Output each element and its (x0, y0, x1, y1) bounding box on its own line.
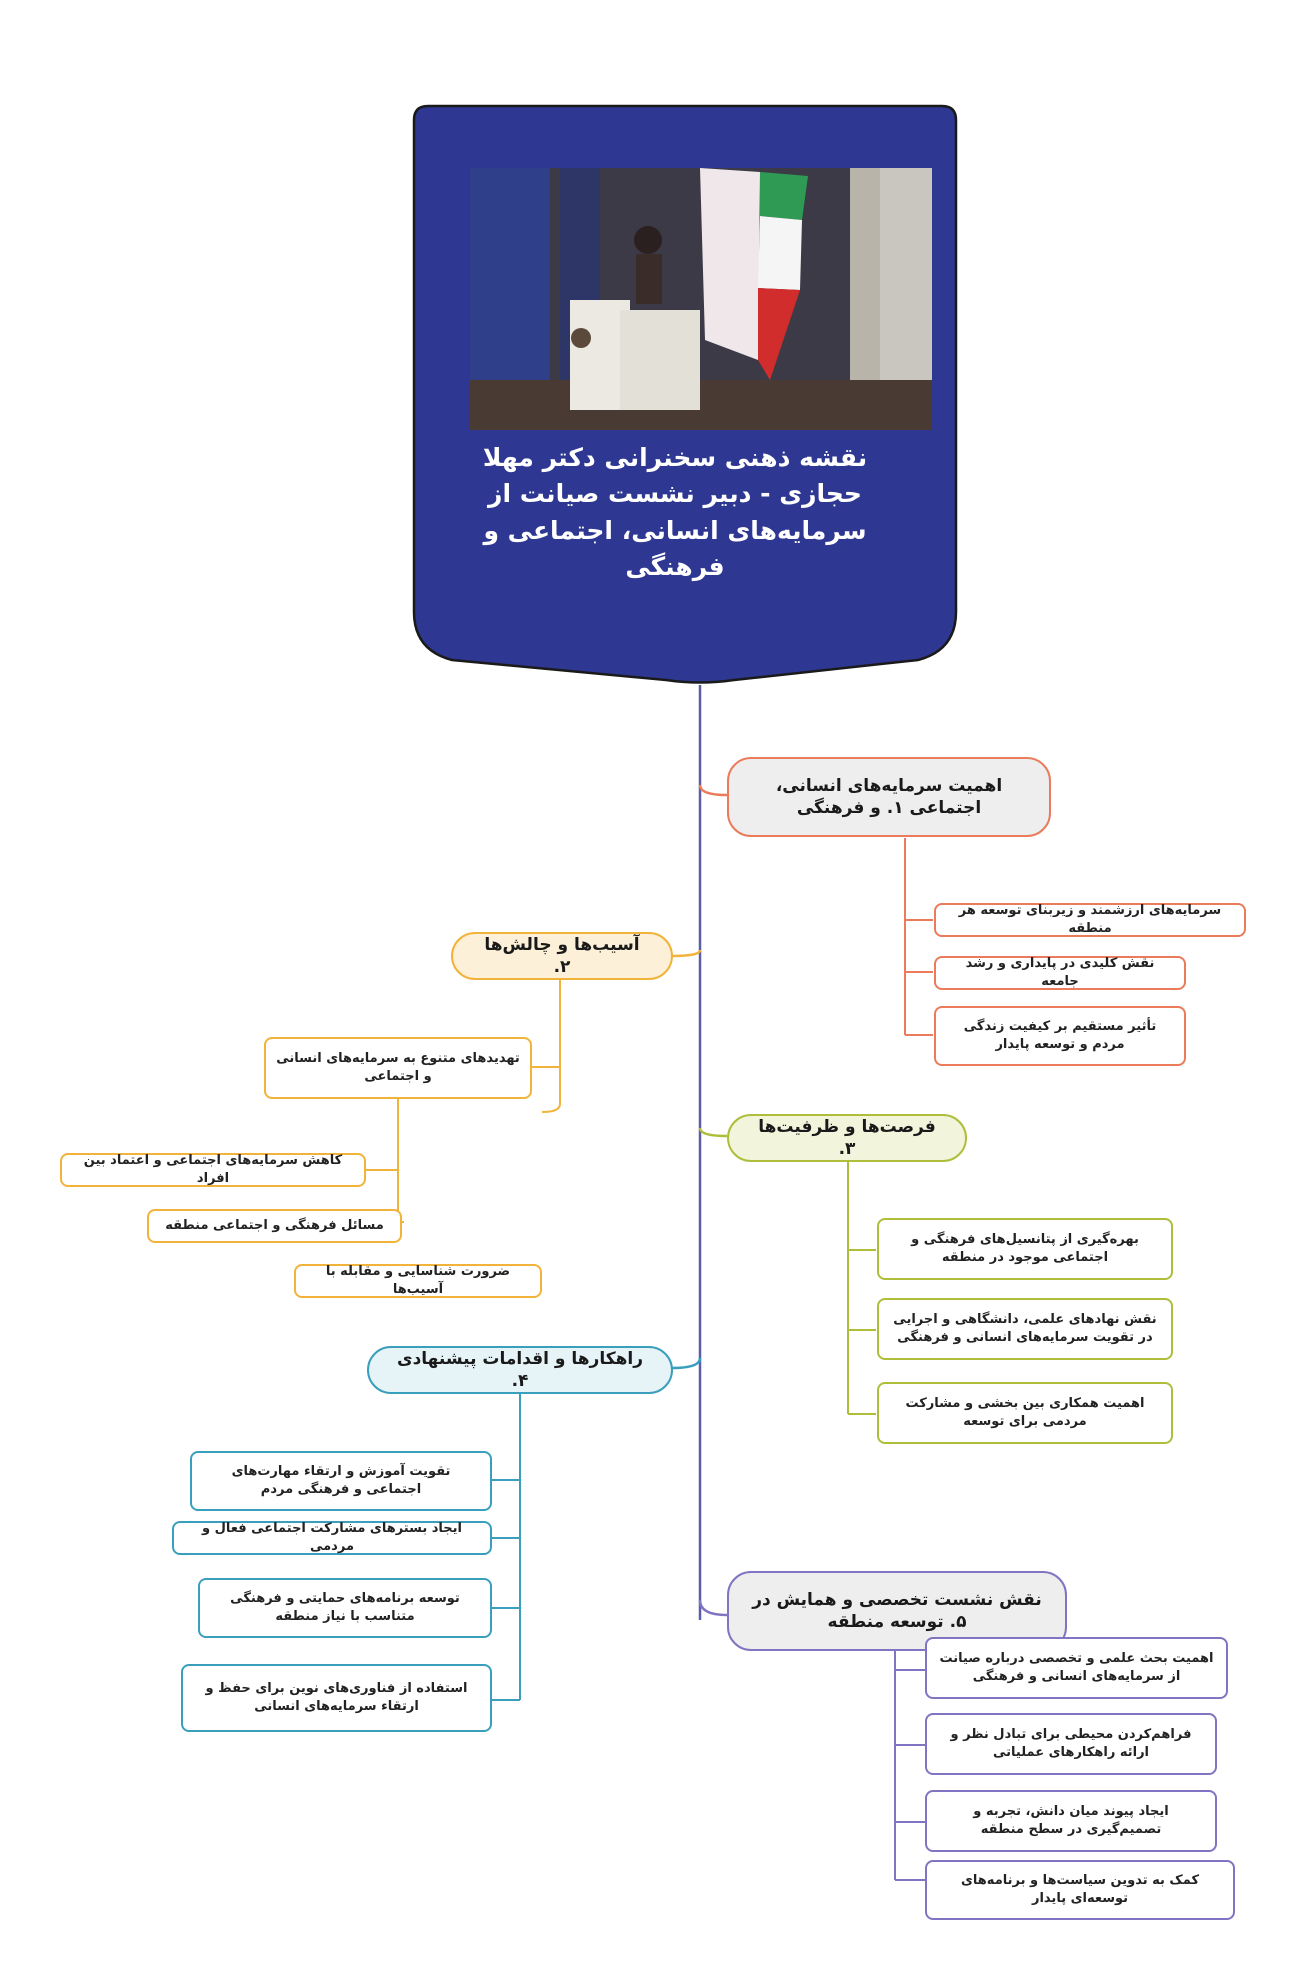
branch-2-subitem-1[interactable]: کاهش سرمایه‌های اجتماعی و اعتماد بین افراد (60, 1153, 366, 1187)
connector-branch-5 (700, 1600, 727, 1615)
branch-2-title: آسیب‌ها و چالش‌ها ۲. (484, 934, 640, 977)
central-title: نقشه ذهنی سخنرانی دکتر مهلا حجازی - دبیر نشست صیانت از سرمایه‌های انسانی، اجتماعی و فرهنگی (482, 443, 868, 581)
branch-4-title: راهکارها و اقدامات پیشنهادی ۴. (396, 1348, 644, 1391)
branch-2-item-1[interactable]: تهدیدهای متنوع به سرمایه‌های انسانی و اجتماعی (264, 1037, 532, 1099)
connector-branch-3 (700, 1128, 727, 1136)
branch-5-item-3[interactable]: ایجاد پیوند میان دانش، تجربه و تصمیم‌گیری در سطح منطقه (925, 1790, 1217, 1852)
branch-1-title: اهمیت سرمایه‌های انسانی، اجتماعی ۱. و فرهنگی (775, 775, 1003, 818)
branch-1-item-2[interactable]: نقش کلیدی در پایداری و رشد جامعه (934, 956, 1186, 990)
branch-4-header[interactable] (367, 1346, 673, 1394)
branch-2-item-2[interactable]: ضرورت شناسایی و مقابله با آسیب‌ها (294, 1264, 542, 1298)
branch-3-item-3[interactable]: اهمیت همکاری بین بخشی و مشارکت مردمی برای توسعه (877, 1382, 1173, 1444)
connector-branch-2 (672, 950, 700, 956)
branch-4-item-3[interactable]: توسعه برنامه‌های حمایتی و فرهنگی متناسب با نیاز منطقه (198, 1578, 492, 1638)
branch-5-item-2[interactable]: فراهم‌کردن محیطی برای تبادل نظر و ارائه راهکارهای عملیاتی (925, 1713, 1217, 1775)
connector-branch-1 (700, 785, 727, 795)
branch-4-item-4[interactable]: استفاده از فناوری‌های نوین برای حفظ و ارتقاء سرمایه‌های انسانی (181, 1664, 492, 1732)
branch-5-item-4[interactable]: کمک به تدوین سیاست‌ها و برنامه‌های توسعه‌ای پایدار (925, 1860, 1235, 1920)
branch-4-item-2[interactable]: ایجاد بسترهای مشارکت اجتماعی فعال و مردمی (172, 1521, 492, 1555)
branch-3-item-2[interactable]: نقش نهادهای علمی، دانشگاهی و اجرایی در تقویت سرمایه‌های انسانی و فرهنگی (877, 1298, 1173, 1360)
speaker-photo (470, 168, 932, 430)
branch-2-tick (542, 1104, 560, 1112)
branch-2-subitem-2[interactable]: مسائل فرهنگی و اجتماعی منطقه (147, 1209, 402, 1243)
branch-3-item-1[interactable]: بهره‌گیری از پتانسیل‌های فرهنگی و اجتماعی موجود در منطقه (877, 1218, 1173, 1280)
branch-5-title: نقش نشست تخصصی و همایش در ۵. توسعه منطقه (752, 1589, 1042, 1632)
connector-branch-4 (672, 1358, 700, 1368)
branch-1-item-1[interactable]: سرمایه‌های ارزشمند و زیربنای توسعه هر منطقه (934, 903, 1246, 937)
branch-3-header[interactable] (727, 1114, 967, 1162)
branch-1-item-3[interactable]: تأثیر مستقیم بر کیفیت زندگی مردم و توسعه پایدار (934, 1006, 1186, 1066)
branch-5-item-1[interactable]: اهمیت بحث علمی و تخصصی درباره صیانت از سرمایه‌های انسانی و فرهنگی (925, 1637, 1228, 1699)
branch-3-title: فرصت‌ها و ظرفیت‌ها ۳. (758, 1116, 936, 1159)
branch-4-item-1[interactable]: تقویت آموزش و ارتقاء مهارت‌های اجتماعی و فرهنگی مردم (190, 1451, 492, 1511)
branch-2-header[interactable] (451, 932, 673, 980)
branch-1-header[interactable] (727, 757, 1051, 837)
